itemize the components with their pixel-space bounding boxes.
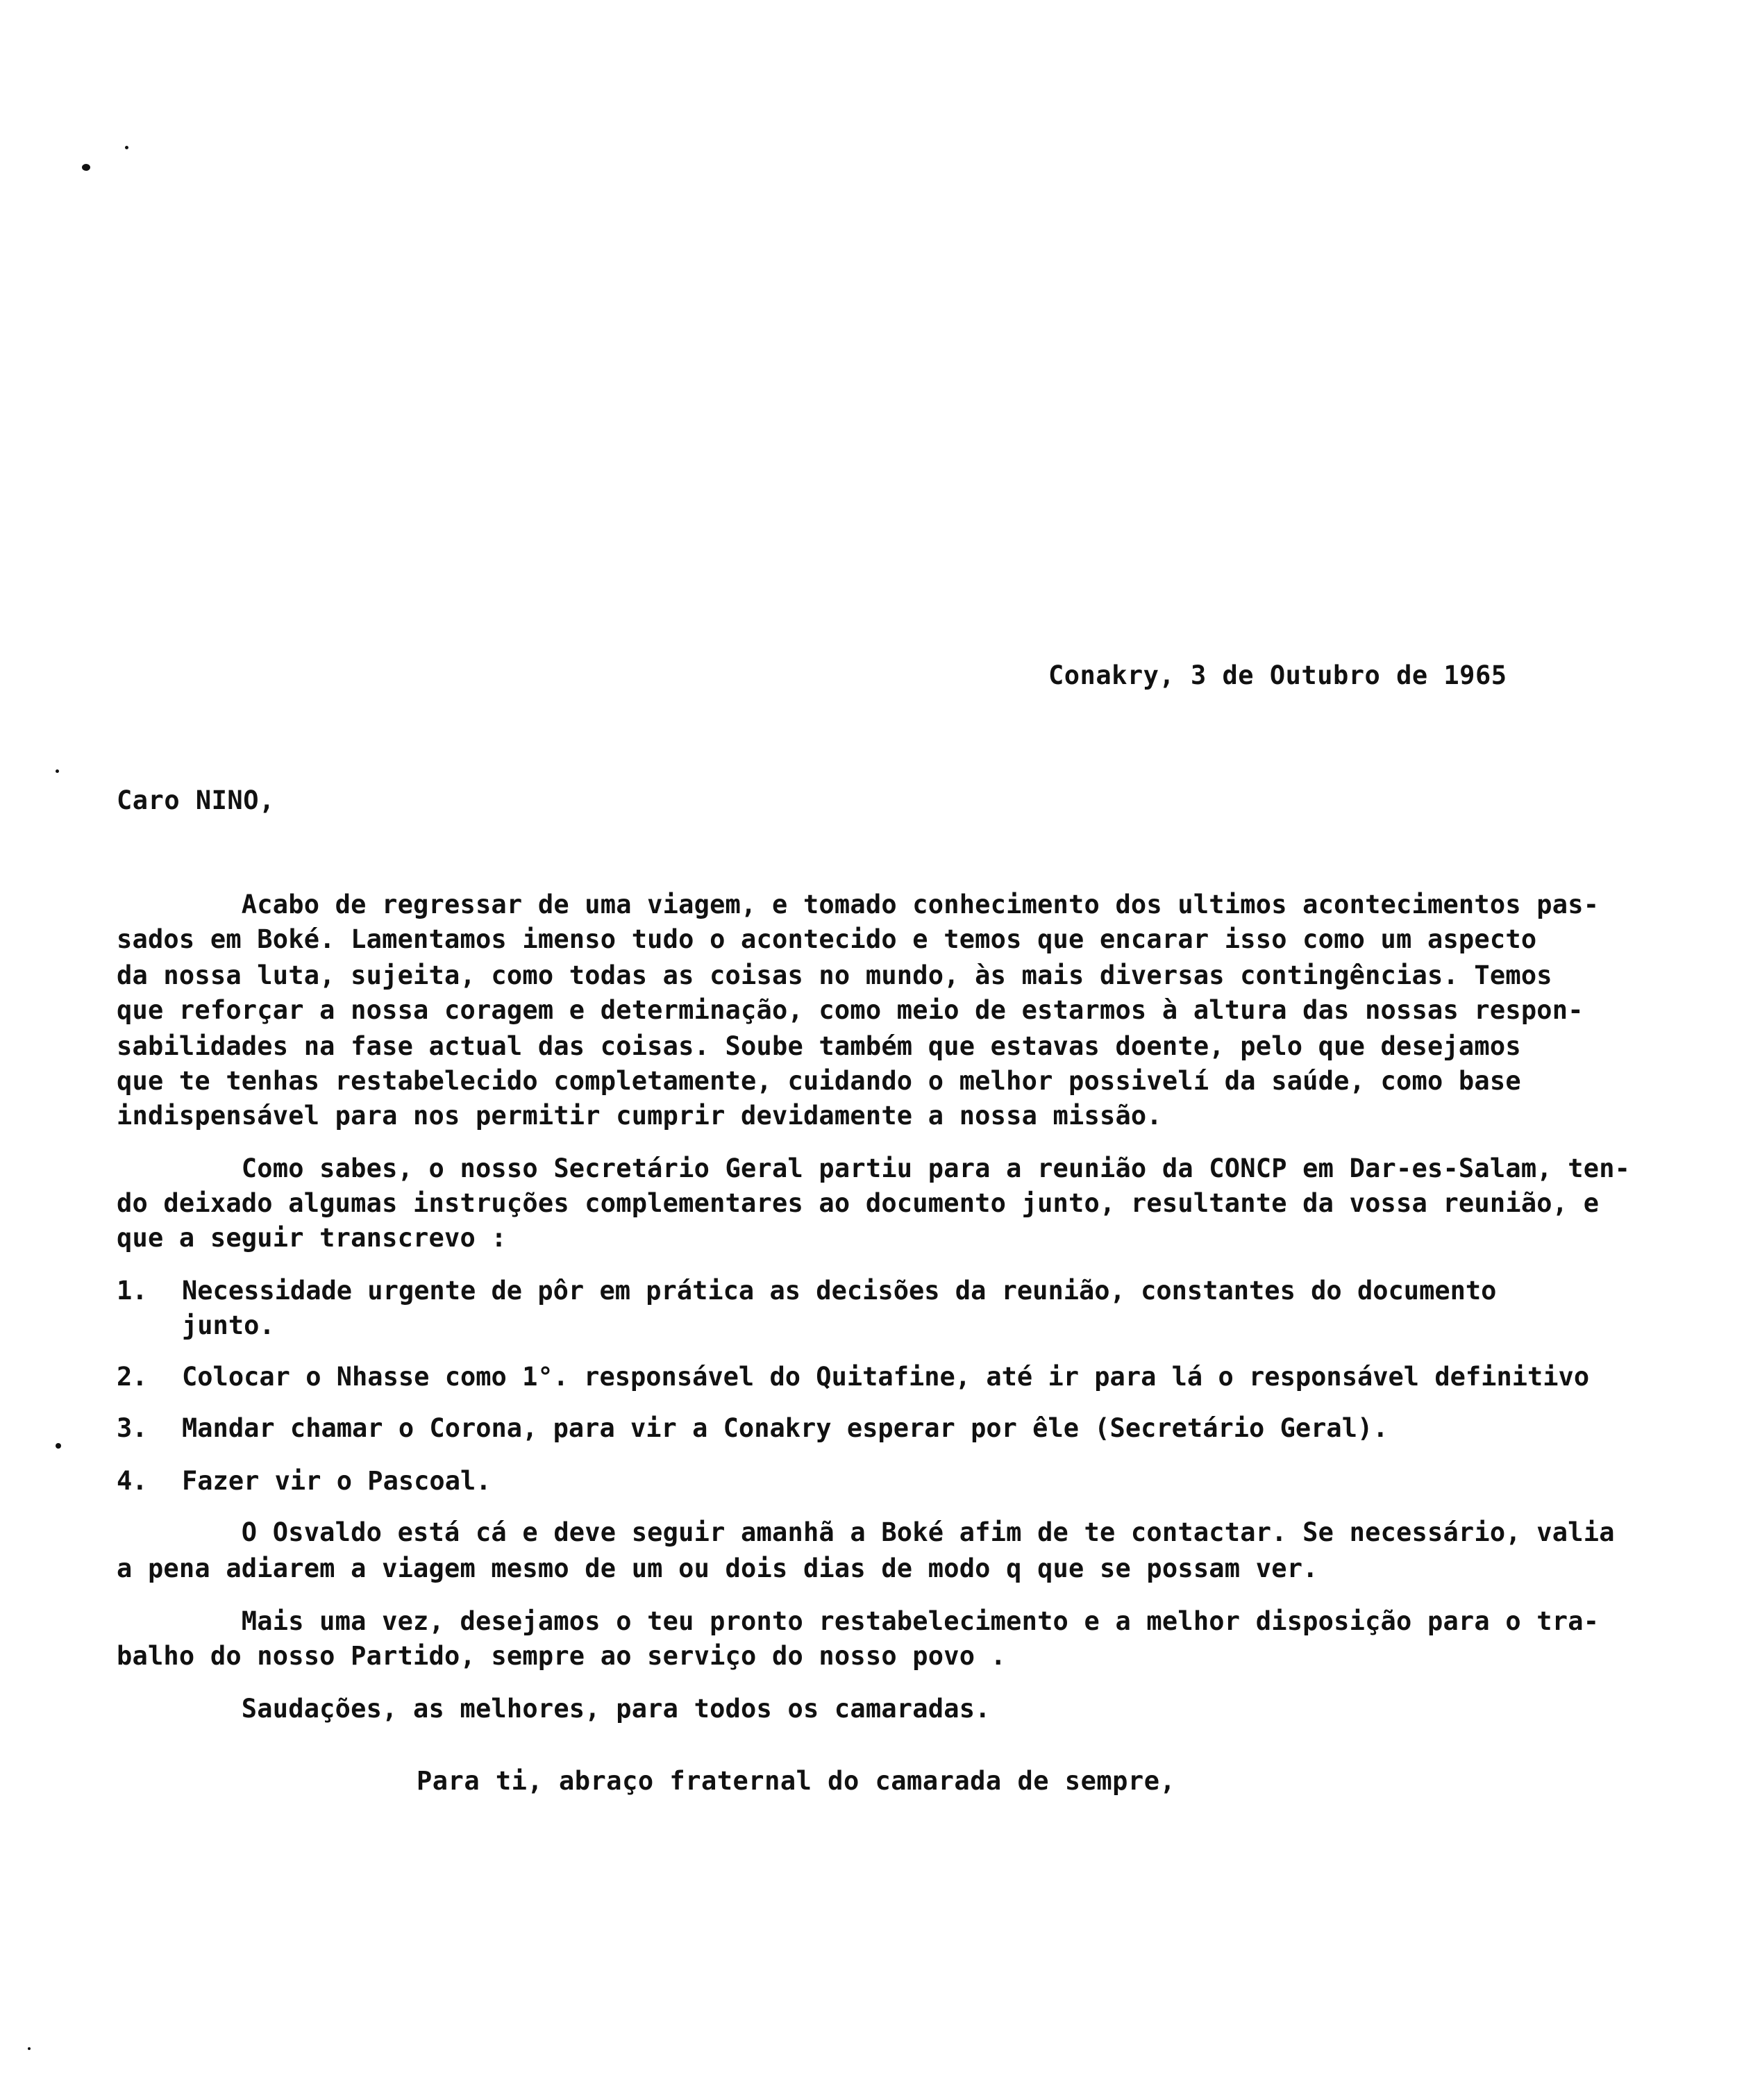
list-item-text: junto. (182, 1310, 275, 1340)
list-number: 1. (117, 1276, 148, 1306)
paragraph-line: que a seguir transcrevo : (117, 1223, 507, 1253)
list-item-text: Mandar chamar o Corona, para vir a Conakry esperar por êle (Secretário Geral). (182, 1413, 1389, 1443)
date-line: Conakry, 3 de Outubro de 1965 (1048, 660, 1507, 690)
paragraph-line: da nossa luta, sujeita, como todas as coisas no mundo, às mais diversas contingências. Temos (117, 960, 1552, 990)
paragraph-line: do deixado algumas instruções complementares ao documento junto, resultante da vossa reunião, e (117, 1188, 1600, 1218)
list-number: 3. (117, 1413, 148, 1443)
scan-speck (125, 146, 128, 149)
paragraph-line: Como sabes, o nosso Secretário Geral partiu para a reunião da CONCP em Dar-es-Salam, ten- (117, 1153, 1631, 1183)
closing-line: Para ti, abraço fraternal do camarada de sempre, (417, 1766, 1176, 1796)
scan-speck (56, 1443, 61, 1449)
paragraph-line: Mais uma vez, desejamos o teu pronto restabelecimento e a melhor disposição para o tra- (117, 1606, 1600, 1636)
list-item-text: Necessidade urgente de pôr em prática as decisões da reunião, constantes do documento (182, 1276, 1497, 1306)
list-number: 2. (117, 1362, 148, 1392)
list-item-text: Fazer vir o Pascoal. (182, 1466, 492, 1496)
scan-speck (28, 2047, 31, 2050)
paragraph-line: que te tenhas restabelecido completamente, cuidando o melhor possivelí da saúde, como base (117, 1066, 1521, 1096)
paragraph-line: a pena adiarem a viagem mesmo de um ou dois dias de modo q que se possam ver. (117, 1553, 1318, 1583)
paragraph-line: O Osvaldo está cá e deve seguir amanhã a Boké afim de te contactar. Se necessário, valia (117, 1517, 1615, 1547)
salutation: Caro NINO, (117, 785, 275, 815)
paragraph-line: Acabo de regressar de uma viagem, e tomado conhecimento dos ultimos acontecimentos pas- (117, 890, 1600, 919)
scan-speck (82, 164, 90, 171)
paragraph-line: que reforçar a nossa coragem e determinação, como meio de estarmos à altura das nossas respon- (117, 995, 1584, 1025)
paragraph-line: indispensável para nos permitir cumprir devidamente a nossa missão. (117, 1101, 1162, 1131)
list-item-text: Colocar o Nhasse como 1°. responsável do Quitafine, até ir para lá o responsável definitivo (182, 1362, 1590, 1392)
list-number: 4. (117, 1466, 148, 1496)
paragraph-line: sabilidades na fase actual das coisas. Soube também que estavas doente, pelo que desejamos (117, 1031, 1521, 1061)
paragraph-line: sados em Boké. Lamentamos imenso tudo o acontecido e temos que encarar isso como um aspecto (117, 924, 1537, 954)
paragraph-line: Saudações, as melhores, para todos os camaradas. (117, 1694, 991, 1724)
scan-speck (56, 769, 59, 773)
paragraph-line: balho do nosso Partido, sempre ao serviço do nosso povo . (117, 1641, 1007, 1671)
